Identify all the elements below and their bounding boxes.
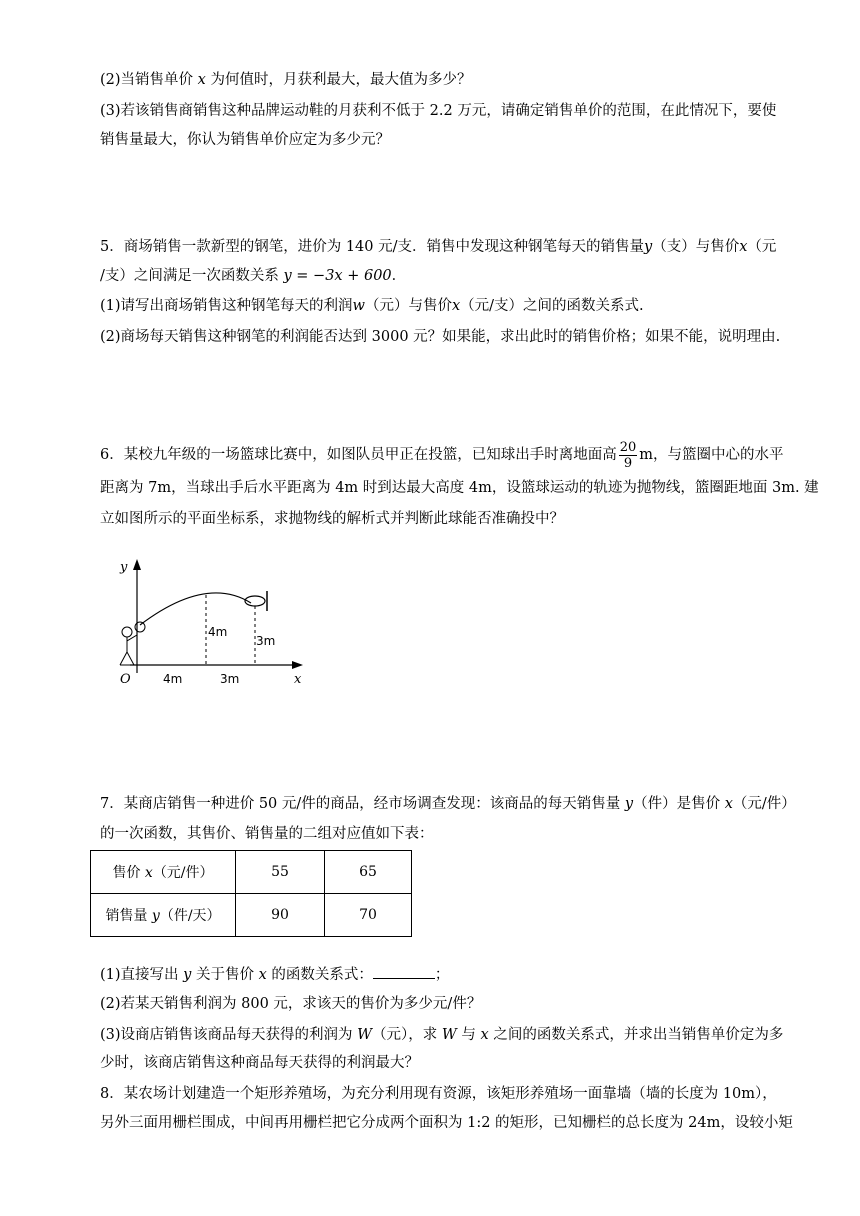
table-cell: 55 <box>236 851 325 894</box>
height-label-4m: 4m <box>208 625 228 639</box>
q5-line1: 5．商场销售一款新型的钢笔，进价为 140 元/支．销售中发现这种钢笔每天的销售量y（支）与售价x（元 <box>100 239 777 255</box>
table-cell: 销售量 y（件/天） <box>91 894 236 937</box>
height-label-3m: 3m <box>256 634 276 648</box>
q8-line2: 另外三面用栅栏围成，中间再用栅栏把它分成两个面积为 1:2 的矩形，已知栅栏的总长度为 24m，设较小矩 <box>100 1115 793 1131</box>
trajectory <box>140 593 251 625</box>
table-cell: 65 <box>325 851 412 894</box>
q5-line2: /支）之间满足一次函数关系 y = −3x + 600． <box>100 268 407 284</box>
y-axis-label: y <box>120 560 128 575</box>
price-sales-table <box>90 850 412 937</box>
q6-line3: 立如图所示的平面坐标系，求抛物线的解析式并判断此球能否准确投中？ <box>100 511 564 527</box>
q6-figure <box>110 555 310 690</box>
table-cell: 90 <box>236 894 325 937</box>
answer-blank <box>373 964 435 979</box>
q4-part3-line1: (3)若该销售商销售这种品牌运动鞋的月获利不低于 2.2 万元，请确定销售单价的范围，在此情况下，要使 <box>100 103 777 119</box>
origin-label: O <box>120 672 131 687</box>
q4-part2: (2)当销售单价 x 为何值时，月获利最大，最大值为多少？ <box>100 72 472 88</box>
distance-label-4m: 4m <box>163 672 183 686</box>
q6-fraction: $\frac{20}{9}$ <box>619 439 637 471</box>
q6-line2: 距离为 7m，当球出手后水平距离为 4m 时到达最大高度 4m，设篮球运动的轨迹为抛物线，篮圈距地面 3m. 建 <box>100 480 819 496</box>
q7-part3-line1: (3)设商店销售该商品每天获得的利润为 W（元），求 W 与 x 之间的函数关系式，并求出当销售单价定为多 <box>100 1027 784 1043</box>
q7-part2: (2)若某天销售利润为 800 元，求该天的售价为多少元/件？ <box>100 996 482 1012</box>
player-leg-right <box>127 652 134 665</box>
distance-label-3m: 3m <box>220 672 240 686</box>
q5-part1: (1)请写出商场销售这种钢笔每天的利润w（元）与售价x（元/支）之间的函数关系式. <box>100 298 644 314</box>
player-arm <box>127 635 137 641</box>
table-cell: 70 <box>325 894 412 937</box>
q7-line2: 的一次函数，其售价、销售量的二组对应值如下表： <box>100 826 434 842</box>
player-head <box>122 627 132 637</box>
table-row <box>91 894 412 937</box>
table-row <box>91 851 412 894</box>
q4-part3-line2: 销售量最大，你认为销售单价应定为多少元？ <box>100 132 390 148</box>
q7-line1: 7．某商店销售一种进价 50 元/件的商品，经市场调查发现：该商品的每天销售量 y（件）是售价 x（元/件） <box>100 796 796 812</box>
q7-part3-line2: 少时，该商店销售这种商品每天获得的利润最大？ <box>100 1055 419 1071</box>
player-leg-left <box>120 652 127 665</box>
table-cell: 售价 x（元/件） <box>91 851 236 894</box>
q8-line1: 8．某农场计划建造一个矩形养殖场，为充分利用现有资源，该矩形养殖场一面靠墙（墙的长度为 10m）， <box>100 1086 777 1102</box>
x-axis-label: x <box>294 672 302 687</box>
y-axis-arrow <box>133 559 141 570</box>
q6-line1: 6．某校九年级的一场篮球比赛中，如图队员甲正在投篮，已知球出手时离地面高 $\frac{20}{9}$ m，与篮圈中心的水平 <box>100 439 784 471</box>
x-axis-arrow <box>292 661 303 669</box>
q5-part2: (2)商场每天销售这种钢笔的利润能否达到 3000 元？如果能，求出此时的销售价格；如果不能，说明理由. <box>100 329 781 345</box>
q7-part1: (1)直接写出 y 关于售价 x 的函数关系式： ； <box>100 964 449 985</box>
q5-formula: y = −3x + 600 <box>283 268 392 284</box>
